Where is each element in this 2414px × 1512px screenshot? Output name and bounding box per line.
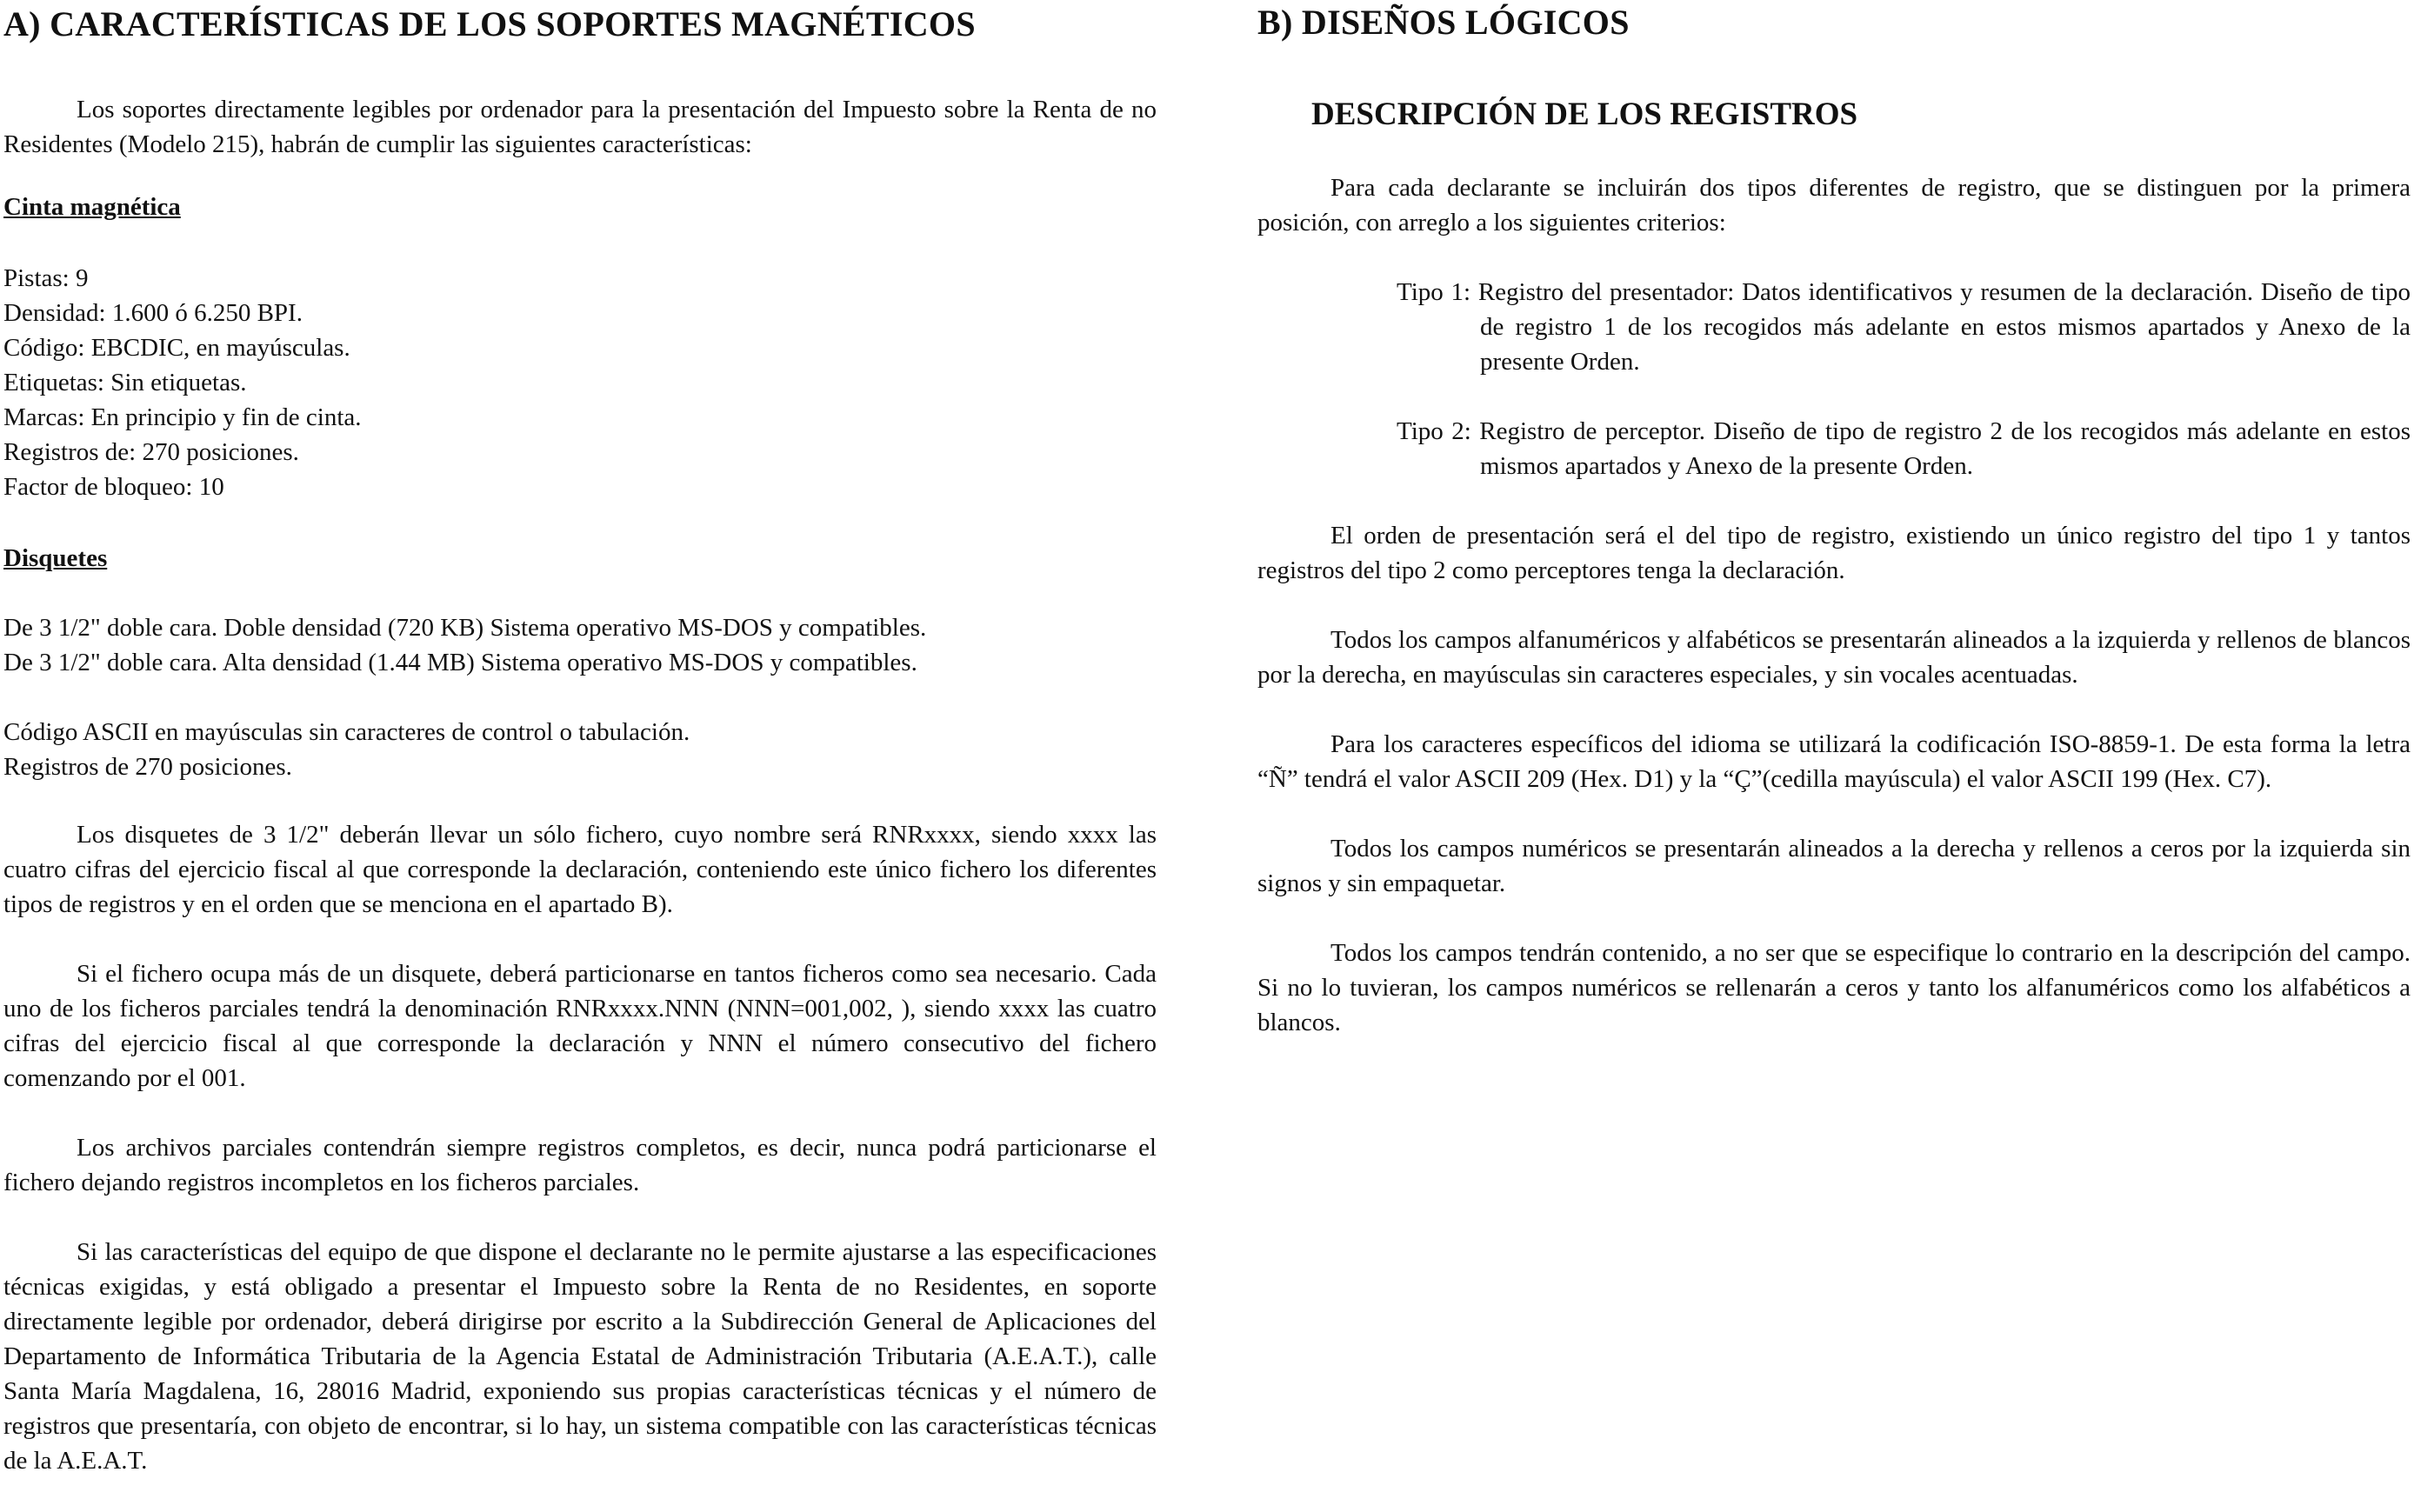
section-b-heading: B) DISEÑOS LÓGICOS bbox=[1257, 3, 1630, 42]
list-item: Código: EBCDIC, en mayúsculas. bbox=[3, 334, 350, 362]
list-item: Código ASCII en mayúsculas sin caracteres de control o tabulación. bbox=[3, 718, 690, 746]
left-column bbox=[3, 0, 1157, 1478]
list-item: Factor de bloqueo: 10 bbox=[3, 473, 224, 501]
list-item: Etiquetas: Sin etiquetas. bbox=[3, 369, 247, 396]
registros-subheading: DESCRIPCIÓN DE LOS REGISTROS bbox=[1311, 97, 1858, 132]
cinta-magnetica-list bbox=[3, 261, 1157, 504]
tipo-2-paragraph: Tipo 2: Registro de perceptor. Diseño de tipo de registro 2 de los recogidos más adelante en estos mismos apartados y Anexo de la presente Orden. bbox=[1397, 417, 2411, 480]
list-item: De 3 1/2" doble cara. Alta densidad (1.44 MB) Sistema operativo MS-DOS y compatibles. bbox=[3, 649, 917, 676]
body-paragraph: Para los caracteres específicos del idioma se utilizará la codificación ISO-8859-1. De esta forma la letra “Ñ” tendrá el valor ASCII 209 (Hex. D1) y la “Ç”(cedilla mayúscula) el valor ASCII 199 (Hex. C7). bbox=[1257, 730, 2411, 793]
intro-paragraph: Los soportes directamente legibles por ordenador para la presentación del Impuesto sobre la Renta de no Residentes (Modelo 215), habrán de cumplir las siguientes características: bbox=[3, 96, 1157, 158]
list-item: Marcas: En principio y fin de cinta. bbox=[3, 403, 362, 431]
body-paragraph: Todos los campos tendrán contenido, a no ser que se especifique lo contrario en la descripción del campo. Si no lo tuvieran, los campos numéricos se rellenarán a ceros y tanto los alfanuméricos como los alfabéticos a blancos. bbox=[1257, 939, 2411, 1036]
body-paragraph: El orden de presentación será el del tipo de registro, existiendo un único registro del tipo 1 y tantos registros del tipo 2 como perceptores tenga la declaración. bbox=[1257, 522, 2411, 584]
body-paragraph: Todos los campos numéricos se presentarán alineados a la derecha y rellenos a ceros por la izquierda sin signos y sin empaquetar. bbox=[1257, 835, 2411, 897]
disquetes-title: Disquetes bbox=[3, 544, 108, 572]
list-item: Registros de 270 posiciones. bbox=[3, 753, 292, 781]
cinta-magnetica-title: Cinta magnética bbox=[3, 193, 181, 221]
body-paragraph: Los archivos parciales contendrán siempre registros completos, es decir, nunca podrá particionarse el fichero dejando registros incompletos en los ficheros parciales. bbox=[3, 1134, 1157, 1196]
list-item: Densidad: 1.600 ó 6.250 BPI. bbox=[3, 299, 303, 327]
list-item: De 3 1/2" doble cara. Doble densidad (720 KB) Sistema operativo MS-DOS y compatibles. bbox=[3, 614, 927, 642]
body-paragraph: Si el fichero ocupa más de un disquete, deberá particionarse en tantos ficheros como sea necesario. Cada uno de los ficheros parciales tendrá la denominación RNRxxxx.NNN (NNN=001,002, ), siendo xxxx las cuatro cifras del ejercicio fiscal al que corresponde la declaración y NNN el número consecutivo del fichero comenzando por el 001. bbox=[3, 960, 1157, 1092]
tipo-1-paragraph: Tipo 1: Registro del presentador: Datos identificativos y resumen de la declaración. Diseño de tipo de registro 1 de los recogidos más adelante en estos mismos apartados y Anexo de la presente Orden. bbox=[1397, 278, 2411, 376]
intro-paragraph: Para cada declarante se incluirán dos tipos diferentes de registro, que se distinguen por la primera posición, con arreglo a los siguientes criterios: bbox=[1257, 174, 2411, 236]
body-paragraph: Si las características del equipo de que dispone el declarante no le permite ajustarse a las especificaciones técnicas exigidas, y está obligado a presentar el Impuesto sobre la Renta de no Residentes, en soporte directamente legible por ordenador, deberá dirigirse por escrito a la Subdirección General de Aplicaciones del Departamento de Informática Tributaria de la Agencia Estatal de Administración Tributaria (A.E.A.T.), calle Santa María Magdalena, 16, 28016 Madrid, exponiendo sus propias características técnicas y el número de registros que presentaría, con objeto de encontrar, si lo hay, un sistema compatible con las características técnicas de la A.E.A.T. bbox=[3, 1238, 1157, 1475]
disquetes-format-list bbox=[3, 715, 1157, 784]
disquetes-list bbox=[3, 610, 1157, 680]
list-item: Registros de: 270 posiciones. bbox=[3, 438, 299, 466]
section-a-heading: A) CARACTERÍSTICAS DE LOS SOPORTES MAGNÉTICOS bbox=[3, 4, 976, 43]
right-column bbox=[1257, 0, 2411, 1040]
list-item: Pistas: 9 bbox=[3, 264, 89, 292]
body-paragraph: Todos los campos alfanuméricos y alfabéticos se presentarán alineados a la izquierda y rellenos de blancos por la derecha, en mayúsculas sin caracteres especiales, y sin vocales acentuadas. bbox=[1257, 626, 2411, 689]
body-paragraph: Los disquetes de 3 1/2" deberán llevar un sólo fichero, cuyo nombre será RNRxxxx, siendo xxxx las cuatro cifras del ejercicio fiscal al que corresponde la declaración, conteniendo este único fichero los diferentes tipos de registros y en el orden que se menciona en el apartado B). bbox=[3, 821, 1157, 918]
